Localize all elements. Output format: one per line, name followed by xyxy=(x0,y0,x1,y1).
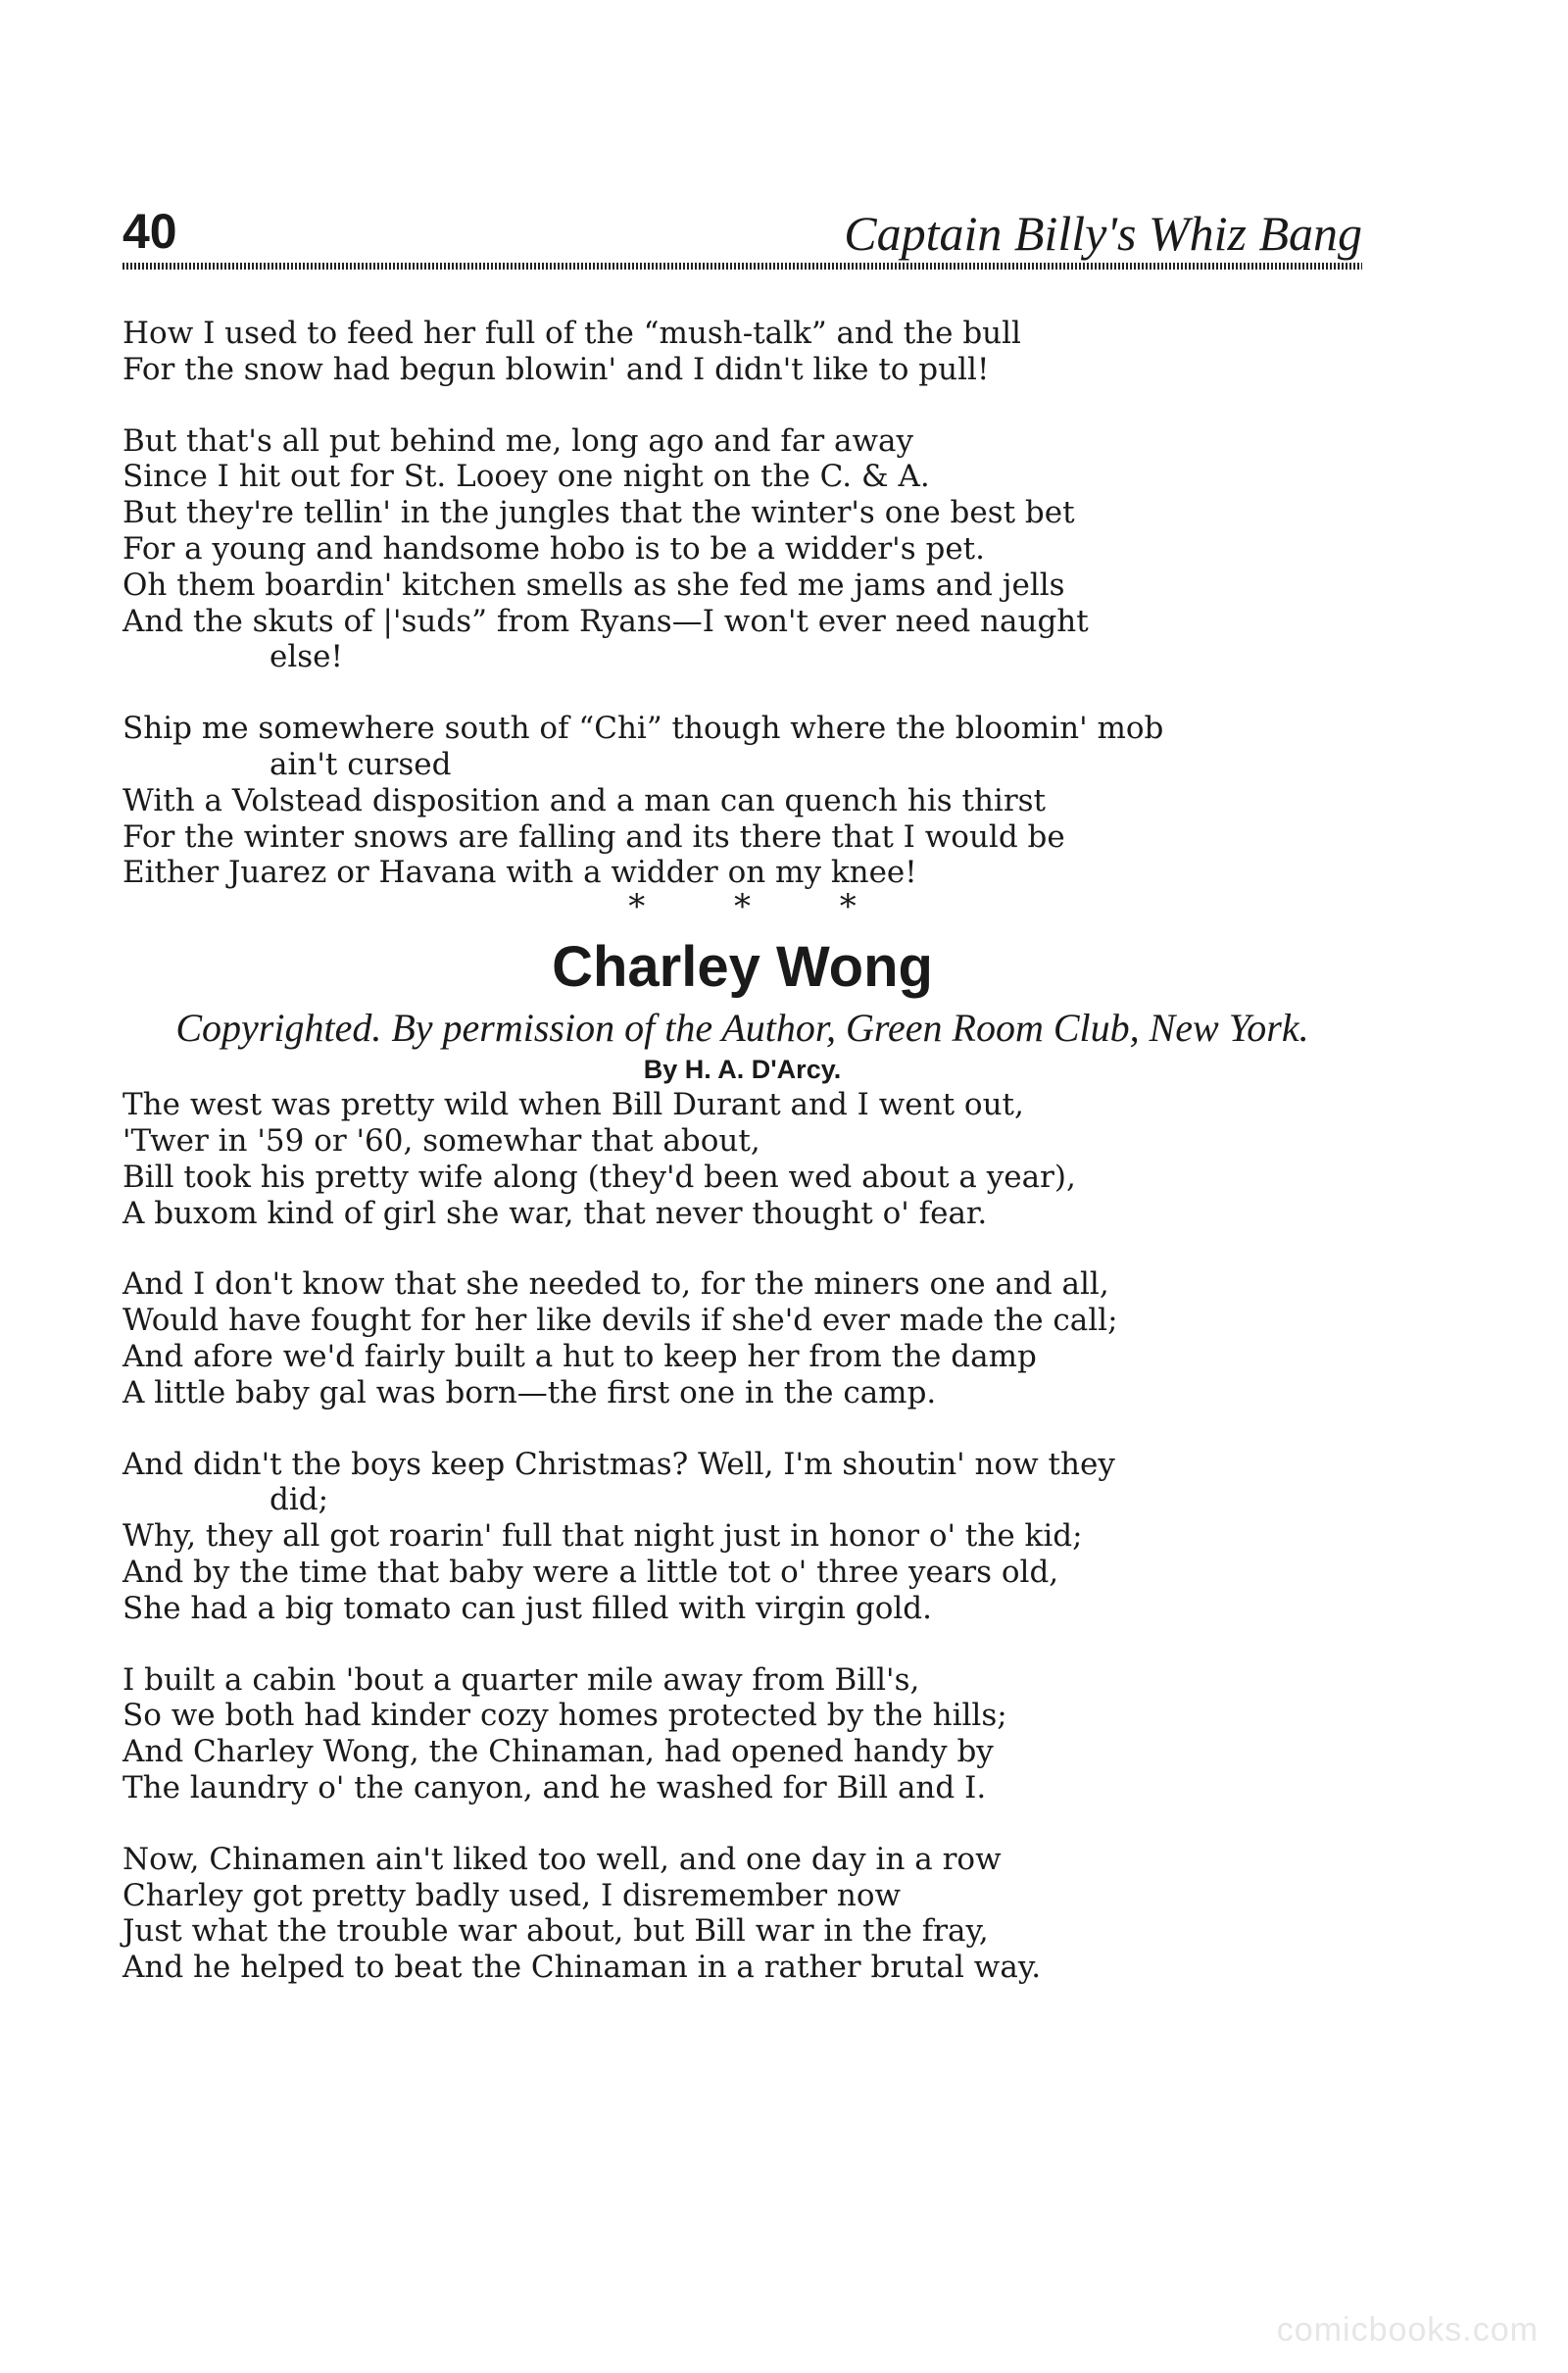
poem-title: Charley Wong xyxy=(552,935,933,1000)
verse-line: Just what the trouble war about, but Bill war in the fray, xyxy=(122,1913,989,1950)
verse-line: And by the time that baby were a little tot o' three years old, xyxy=(122,1554,1059,1590)
poem-2-stanza xyxy=(122,1266,1362,1410)
verse-line: With a Volstead disposition and a man can quench his thirst xyxy=(122,782,1047,818)
section-separator: * * * xyxy=(628,887,896,927)
verse-line: Now, Chinamen ain't liked too well, and one day in a row xyxy=(122,1841,1002,1877)
verse-line: And Charley Wong, the Chinaman, had opened handy by xyxy=(122,1734,994,1770)
verse-line: Charley got pretty badly used, I disremember now xyxy=(122,1877,902,1913)
verse-line: How I used to feed her full of the “mush-talk” and the bull xyxy=(122,316,1021,351)
copyright-credit: Copyrighted. By permission of the Author, Green Room Club, New York. xyxy=(175,1006,1309,1051)
site-watermark: comicbooks.com xyxy=(1276,2311,1539,2348)
page-number: 40 xyxy=(122,204,177,259)
verse-line: But they're tellin' in the jungles that the winter's one best bet xyxy=(122,495,1075,531)
header-rule xyxy=(122,263,1362,270)
verse-line: So we both had kinder cozy homes protected by the hills; xyxy=(122,1698,1007,1734)
verse-line: She had a big tomato can just filled with virgin gold. xyxy=(122,1590,932,1626)
poem-2-stanza xyxy=(122,1447,1362,1627)
verse-line: And he helped to beat the Chinaman in a rather brutal way. xyxy=(122,1950,1042,1986)
poem-1-stanza xyxy=(122,711,1362,891)
verse-line: For the winter snows are falling and its there that I would be xyxy=(122,818,1065,855)
poem-2-stanza xyxy=(122,1662,1362,1806)
verse-line: But that's all put behind me, long ago and far away xyxy=(122,422,914,459)
verse-line: A little baby gal was born—the first one in the camp. xyxy=(122,1374,937,1410)
page-header xyxy=(122,196,1362,274)
verse-line: For the snow had begun blowin' and I didn't like to pull! xyxy=(122,351,990,387)
verse-line-continuation: did; xyxy=(270,1482,329,1518)
verse-line: Since I hit out for St. Looey one night on the C. & A. xyxy=(122,459,930,495)
poem-1-stanza xyxy=(122,316,1362,388)
verse-line: And the skuts of |'suds” from Ryans—I won't ever need naught xyxy=(122,603,1089,639)
poem-2-stanza xyxy=(122,1087,1362,1231)
verse-line: The west was pretty wild when Bill Durant and I went out, xyxy=(122,1087,1024,1123)
running-title: Captain Billy's Whiz Bang xyxy=(844,206,1362,261)
author-byline: By H. A. D'Arcy. xyxy=(643,1055,842,1085)
verse-line: And didn't the boys keep Christmas? Well, I'm shoutin' now they xyxy=(122,1446,1115,1482)
page-body xyxy=(122,316,1362,1986)
verse-line: And I don't know that she needed to, for the miners one and all, xyxy=(122,1266,1109,1303)
verse-line: Why, they all got roarin' full that night just in honor o' the kid; xyxy=(122,1518,1083,1555)
verse-line: The laundry o' the canyon, and he washed for Bill and I. xyxy=(122,1769,987,1805)
verse-line: Oh them boardin' kitchen smells as she fed me jams and jells xyxy=(122,567,1065,603)
verse-line: Either Juarez or Havana with a widder on my knee! xyxy=(122,855,917,891)
verse-line-continuation: else! xyxy=(270,639,343,675)
verse-line: A buxom kind of girl she war, that never thought o' fear. xyxy=(122,1195,988,1231)
verse-line: And afore we'd fairly built a hut to keep her from the damp xyxy=(122,1338,1037,1374)
verse-line: Would have fought for her like devils if she'd ever made the call; xyxy=(122,1303,1118,1339)
verse-line: I built a cabin 'bout a quarter mile away from Bill's, xyxy=(122,1661,920,1698)
verse-line: Bill took his pretty wife along (they'd been wed about a year), xyxy=(122,1159,1076,1195)
poem-1-stanza xyxy=(122,423,1362,676)
verse-line: For a young and handsome hobo is to be a widder's pet. xyxy=(122,530,985,567)
verse-line: 'Twer in '59 or '60, somewhar that about, xyxy=(122,1122,760,1159)
verse-line: Ship me somewhere south of “Chi” though where the bloomin' mob xyxy=(122,711,1164,747)
verse-line-continuation: ain't cursed xyxy=(270,746,452,782)
poem-2-stanza xyxy=(122,1842,1362,1986)
